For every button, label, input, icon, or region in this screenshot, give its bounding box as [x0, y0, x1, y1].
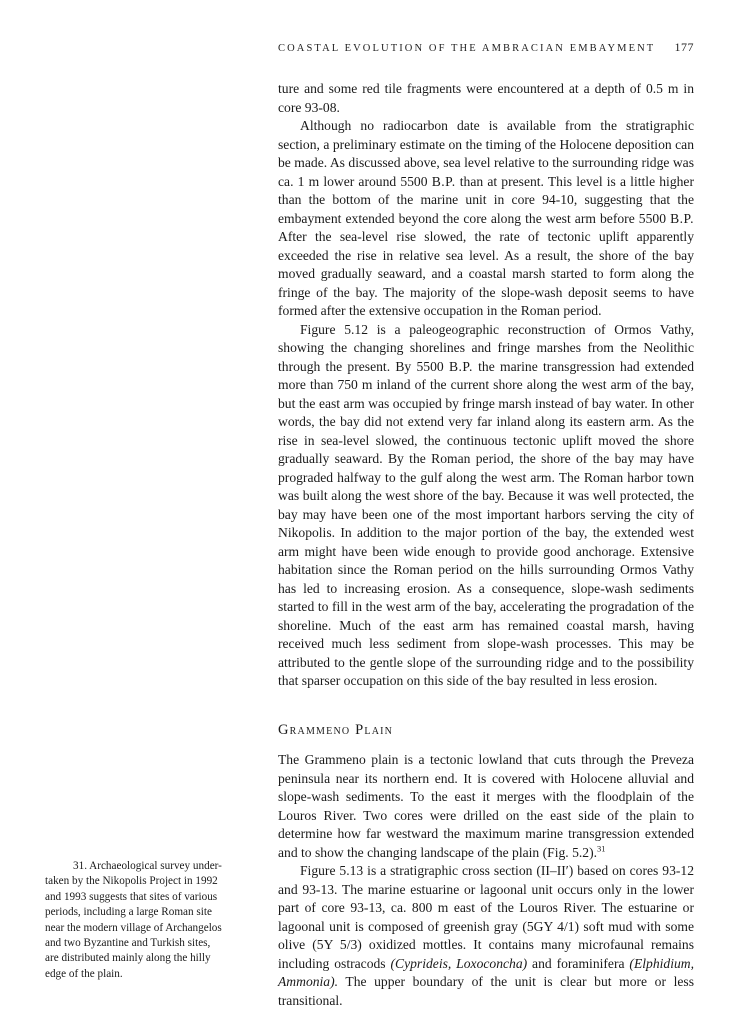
running-head-title: COASTAL EVOLUTION OF THE AMBRACIAN EMBAYMENT	[278, 43, 656, 54]
section-heading: Grammeno Plain	[278, 721, 394, 738]
footnote-31	[45, 859, 257, 982]
paragraph-stratigraphic-cross-section: Figure 5.13 is a stratigraphic cross section (II–II′) based on cores 93-12 and 93-13. The marine estuarine or lagoonal unit occurs only in the lower part of core 93-13, ca. 800 m east of the Louros River. The estuarine or lagoonal unit is composed of greenish gray (5GY 4/1) soft mud with some olive (5Y 5/3) oxidized mottles. It contains many microfaunal remains including ostracods (Cyprideis, Loxoconcha) and foraminifera (Elphidium, Ammonia). The upper boundary of the unit is clear but more or less transitional.	[278, 863, 694, 1008]
foraminifera-taxa: (Elphidium, Ammonia).	[278, 955, 694, 989]
footnote-line: edge of the plain.	[45, 967, 123, 980]
ostracod-taxa: (Cyprideis, Loxoconcha)	[390, 955, 528, 971]
running-head	[278, 40, 694, 55]
footnote-line: and 1993 suggests that sites of various	[45, 890, 218, 903]
bp-abbreviation: B.P.	[431, 173, 456, 189]
footnote-line: are distributed mainly along the hilly	[45, 952, 211, 965]
footnote-line: and two Byzantine and Turkish sites,	[45, 937, 211, 950]
paragraph-continuation: ture and some red tile fragments were encountered at a depth of 0.5 m in core 93-08.	[278, 81, 694, 115]
paragraph-grammeno-plain: The Grammeno plain is a tectonic lowland that cuts through the Preveza peninsula near its northern end. It is covered with Holocene alluvial and slope-wash sediments. To the east it merges with the floodplain of the Louros River. Two cores were drilled on the east side of the plain to determine how far westward the maximum marine transgression extended and to show the changing landscape of the plain (Fig. 5.2).$^{31}$	[278, 752, 694, 860]
main-text-column	[278, 80, 694, 1010]
footnote-line: 31. Archaeological survey under-	[73, 860, 222, 872]
paragraph-radiocarbon-estimate: Although no radiocarbon date is available from the stratigraphic section, a preliminary estimate on the timing of the Holocene deposition can be made. As discussed above, sea level relative to the surrounding ridge was ca. 1 m lower around 5500 B.P. than at present. This level is a little higher than the bottom of the marine unit in core 94-10, suggesting that the embayment extended beyond the core along the west arm before 5500 B.P. After the sea-level rise slowed, the rate of tectonic uplift apparently exceeded the rise in relative sea level. As a result, the shore of the bay moved gradually seaward, and a coastal marsh started to form along the fringe of the bay. The majority of the slope-wash deposit seems to have formed after the extensive occupation in the Roman period.	[278, 118, 694, 318]
paragraph-paleogeographic-reconstruction: Figure 5.12 is a paleogeographic reconstruction of Ormos Vathy, showing the changing shorelines and fringe marshes from the Neolithic through the present. By 5500 B.P. the marine transgression had extended more than 750 m inland of the current shore along the west arm of the bay, but the east arm was occupied by fringe marsh instead of bay water. In other words, the bay did not extend very far inland along its eastern arm. As the rise in sea-level slowed, the continuous tectonic uplift moved the shore gradually seaward. By the Roman period, the shore of the bay may have prograded halfway to the gulf along the west arm. The Roman harbor town was built along the west shore of the bay. Because it was well protected, the bay may have been one of the most important harbors serving the city of Nikopolis. In addition to the major portion of the bay, the extended west arm might have been wide enough to provide good anchorage. Extensive habitation since the Roman period on the hills surrounding Ormos Vathy has led to increasing erosion. As a consequence, slope-wash sediments started to fill in the west arm of the bay, accelerating the progradation of the shoreline. Much of the east arm has remained coastal marsh, having received much less sediment from slope-wash processes. This may be attributed to the gentle slope of the surrounding ridge and to the possibility that sparser occupation on this side of the bay resulted in less erosion.	[278, 321, 694, 688]
footnote-reference[interactable]: 31	[597, 842, 606, 853]
bp-abbreviation: B.P.	[670, 210, 694, 226]
page-number: 177	[674, 40, 694, 54]
footnote-line: periods, including a large Roman site	[45, 906, 212, 919]
footnote-line: taken by the Nikopolis Project in 1992	[45, 875, 218, 888]
bp-abbreviation: B.P.	[448, 358, 473, 374]
footnote-line: near the modern village of Archangelos	[45, 921, 222, 934]
